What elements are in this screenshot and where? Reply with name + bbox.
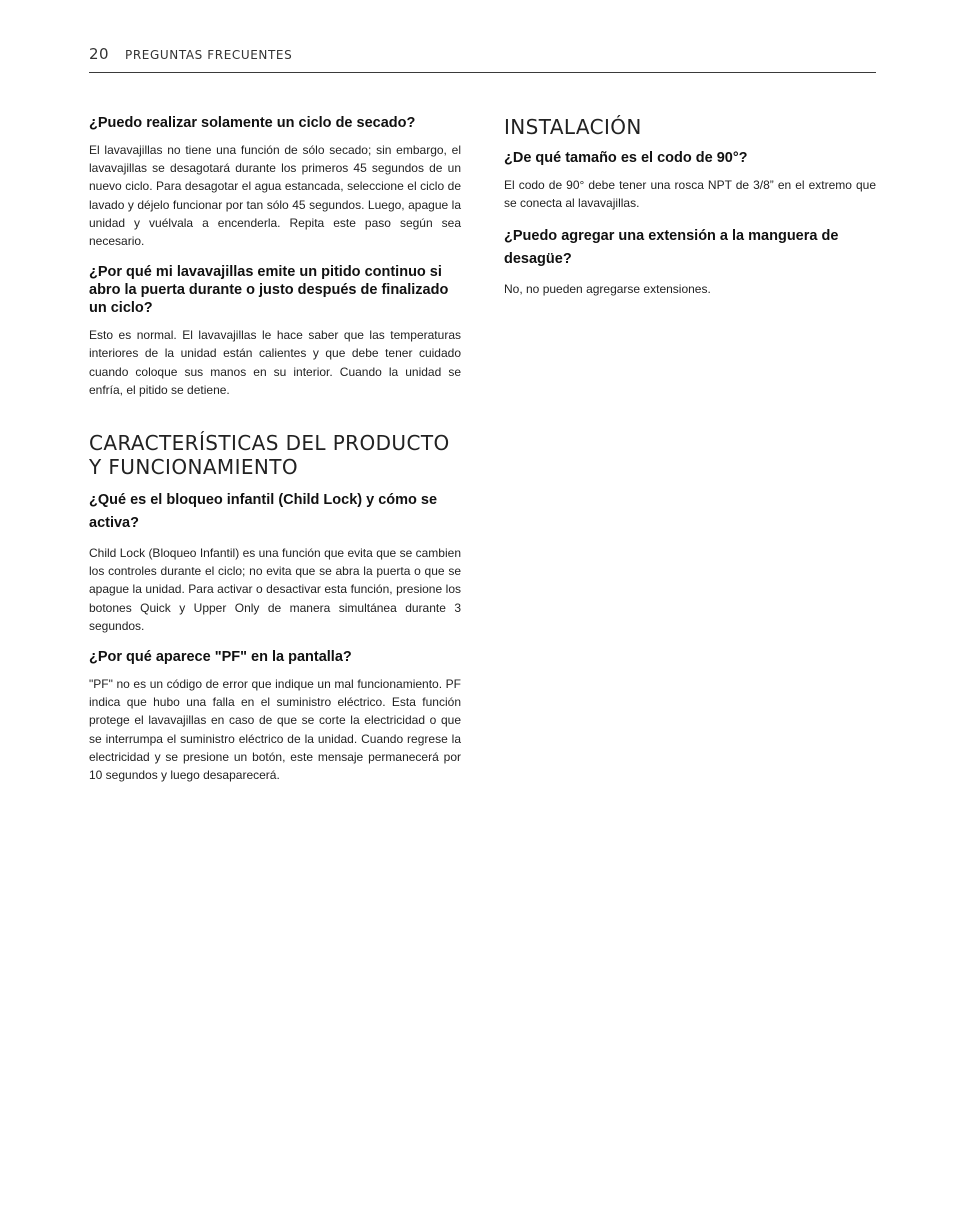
faq-answer-beep: Esto es normal. El lavavajillas le hace saber que las temperaturas interiores de la unidad están calientes y que debe tener cuidado cuando coloque sus manos en su interior. Cuando la unidad se enfría, el pitido se detiene. <box>89 328 461 397</box>
faq-question-child-lock: ¿Qué es el bloqueo infantil (Child Lock) y cómo se activa? <box>89 492 438 532</box>
faq-answer-elbow: El codo de 90° debe tener una rosca NPT de 3/8” en el extremo que se conecta al lavavajillas. <box>504 178 876 211</box>
faq-question-dry-cycle: ¿Puedo realizar solamente un ciclo de secado? <box>89 115 416 131</box>
section-title: PREGUNTAS FRECUENTES <box>125 48 293 62</box>
section-heading-features: CARACTERÍSTICAS DEL PRODUCTO Y FUNCIONAMIENTO <box>89 431 450 480</box>
faq-question-pf: ¿Por qué aparece "PF" en la pantalla? <box>89 649 352 666</box>
left-column <box>89 114 461 797</box>
page-number: 20 <box>89 45 110 63</box>
faq-answer-child-lock: Child Lock (Bloqueo Infantil) es una función que evita que se cambien los controles durante el ciclo; no evita que se abra la puerta o que se apague la unidad. Para activar o desactivar esta función, presione los botones Quick y Upper Only de manera simultánea durante 3 segundos. <box>89 546 461 633</box>
section-heading-installation: INSTALACIÓN <box>504 115 642 139</box>
faq-question-beep: ¿Por qué mi lavavajillas emite un pitido continuo si abro la puerta durante o justo después de finalizado un ciclo? <box>89 264 449 317</box>
faq-answer-drain-extension: No, no pueden agregarse extensiones. <box>504 282 711 297</box>
faq-question-drain-extension: ¿Puedo agregar una extensión a la manguera de desagüe? <box>504 228 839 268</box>
faq-question-elbow: ¿De qué tamaño es el codo de 90°? <box>504 150 748 166</box>
faq-answer-pf: "PF" no es un código de error que indique un mal funcionamiento. PF indica que hubo una falla en el suministro eléctrico. Esta función protege el lavavajillas en caso de que se corte la electricidad o que se interrumpa el suministro eléctrico de la unidad. Cuando regrese la electricidad y se presione un botón, este mensaje permanecerá por 10 segundos y luego desaparecerá. <box>89 677 461 783</box>
faq-answer-dry-cycle: El lavavajillas no tiene una función de sólo secado; sin embargo, el lavavajillas se desagotará durante los primeros 45 segundos de un nuevo ciclo. Para desagotar el agua estancada, seleccione el ciclo de lavado y déjelo funcionar por tan sólo 45 segundos. Luego, apague la unidad y vuélvala a encenderla. Repita este paso según sea necesario. <box>89 143 461 249</box>
right-column <box>504 114 876 312</box>
page-header <box>89 44 876 73</box>
